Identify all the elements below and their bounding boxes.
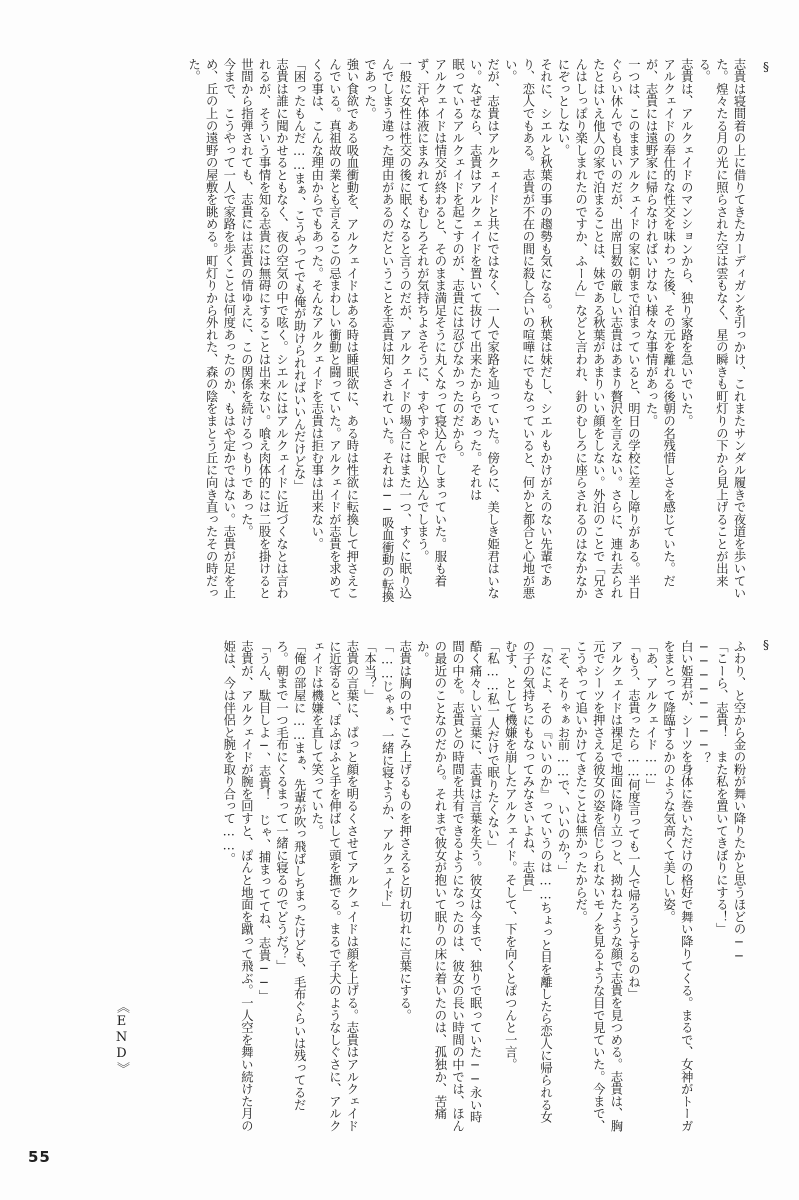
upper-text-column bbox=[55, 58, 747, 603]
paragraph: 「……じゃぁ、一緒に寝ようか、アルクェイド」 bbox=[380, 640, 395, 914]
paragraph: ふわり、と空から金の粉が舞い降りたかと思うほどの── bbox=[732, 640, 746, 964]
paragraph: 志貴の言葉に、ぱっと顔を明るくさせてアルクェイドは顔を上げる。志貴はアルクェイドに近寄ると、ぽふぽふと手を伸ばして頭を撫でる。まるで子犬のようなしぐさに、アルクェイドは機嫌を直して笑っていた。 bbox=[309, 640, 359, 1132]
paragraph: 志貴は胸の中でこみ上げるものを押さえると切れ切れに言葉にする。 bbox=[397, 640, 412, 1022]
paragraph: 「困ったもんだ……まぁ、こうやってでも俺が助けられればいいんだけどな」 bbox=[292, 58, 307, 492]
paragraph: 「俺の部屋に……まぁ、先輩が吹っ飛ばしちまったけども、毛布ぐらいは残ってるだろ。朝まで一つ毛布にくるまって一緒に寝るのでどうだ？」 bbox=[274, 640, 307, 1111]
paragraph: 志貴は、アルクェイドのマンションから、独り家路を急いでいた。 bbox=[679, 58, 694, 427]
section-mark-2: § bbox=[759, 638, 773, 652]
paragraph: 「そ、そりゃぁお前……で、いいのか？」 bbox=[556, 640, 571, 878]
section-mark-1: § bbox=[759, 60, 773, 74]
paragraph: アルクェイドは情交が終わると、そのまま満足そうに丸くなって寝込んでしまっていた。服も着ず、汗や体液にまみれてもむしろそれが気持ちよさそうに、すやすやと眠り込んでしまう。 bbox=[415, 58, 447, 587]
paragraph: 眠っているアルクェイドを起こすのが、志貴には忍びなかったのだから。 bbox=[450, 58, 465, 464]
paragraph: アルクェイドは裸足で地面に降り立つと、拗ねたような顔で志貴を見つめる。志貴は、胸元でシーツを押さえる彼女の姿を信じられないモノを見るような目で見ていた。今まで、こうやって追いかけてきたことは無かったからだ。 bbox=[573, 640, 623, 1132]
paragraph: 一般に女性は性交の後に眠くなると言うのだが、アルクェイドの場合にはまた一つ、すぐに眠り込んでしまう違った理由があるのだということを志貴は知らされていた。それは──吸血衝動の転換であった。 bbox=[362, 58, 412, 603]
paragraph: 強い食欲である吸血衝動を、アルクェイドはある時は睡眠欲に、ある時は性欲に転換して押さえこんでいる。真祖故の業とも言えるこの忌まわしい衝動と闘っていた。アルクェイドが志貴を求めてくる事は、こんな理由からでもあった。そんなアルクェイドを志貴は拒む事は出来ない。 bbox=[309, 58, 359, 600]
paragraph: 志貴が、アルクェイドが腕を回すと、ぽんと地面を蹴って飛ぶ。一人空を舞い続けた月の姫は、今は伴侶と腕を取り合って……。 bbox=[221, 640, 254, 1132]
paragraph: 「私……私一人だけで眠りたくない」 bbox=[485, 640, 500, 853]
paragraph: 今まで、こうやって一人で家路を歩くことは何度あったのか、もはや定かではない。志貴が足を止め、丘の上の遠野の屋敷を眺める。町灯りから外れた、森の陰をまとう丘に向き直ったその時だった。 bbox=[186, 58, 236, 600]
paragraph: 「なによ、その『いいのか』っていうのは……ちょっと目を離したら恋人に帰られる女の子の気持ちにもなってみなさいよね、志貴」 bbox=[520, 640, 553, 1124]
paragraph: 「うん、駄目しよ─、志貴！ じゃ、捕まっててね、志貴──」 bbox=[256, 640, 271, 1002]
paragraph: ────────？ bbox=[696, 640, 711, 765]
paragraph: 「こーら、志貴！ また私を置いてきぼりにする！」 bbox=[714, 640, 729, 936]
paragraph: むす、として機嫌を崩したアルクェイド。そして、下を向くとぽつんと一言。 bbox=[503, 640, 518, 1071]
paragraph: 志貴は誰に聞かせるともなく、夜の空気の中で呟く。シエルにはアルクェイドに近づくなとは言われるが、そういう事情を知る志貴には無碍にすることは出来ない。喰え肉体的には二股を掛けると世間から指弾されても、志貴には志貴の情ゆえに、この関係を続けるつもりであった。 bbox=[239, 58, 289, 600]
paragraph: 「あ、アルクェイド……」 bbox=[644, 640, 659, 791]
lower-text-column bbox=[55, 640, 747, 1135]
paragraph: 白い姫君が、シーツを身体に巻いただけの格好で舞い降りてくる。まるで、女神がトーガをまとって降臨するかのような気高くて美しい姿。 bbox=[661, 640, 694, 1132]
paragraph: それに、シエルと秋葉の事の趨勢も気になる。秋葉は妹だし、シエルもかけがえのない先輩であり、恋人でもある。志貴が不在の間に殺し合いの喧嘩にでもなっていると、何かと都合と心地が悪い。 bbox=[503, 58, 553, 600]
paragraph: 「もう、志貴ったら……何度言っても一人で帰ろうとするのね」 bbox=[626, 640, 641, 1001]
paragraph: アルクェイドの奉仕的な性交を味わった後、その元を離れる後朝の名残惜しさを感じていた。だが、志貴には遠野家に帰らなければいけない様々な事情があった。 bbox=[644, 58, 676, 587]
page-number: 55 bbox=[28, 1148, 51, 1166]
paragraph: 一つは、このままアルクェイドの家に朝まで泊まっていると、明日の学校に差し障りがある。半日ぐらい休んでも良いのだが、出席日数の厳しい志貴はあまり贅沢を言えない。さらに、連れ去られたとはいえ他人の家で泊まることは、妹である秋葉があまりいい顔をしない。外泊のことで「兄さんはしっぽり楽しまれたのですか、ふーん」などと言われ、針のむしろに座らされるのはなかなかにぞっとしない。 bbox=[556, 58, 641, 600]
paragraph: 志貴は寝間着の上に借りてきたカーディガンを引っかけ、これまたサンダル履きで夜道を歩いていた。煌々たる月の光に照らされた空は雲もなく、星の瞬きも町灯りの下から見上げることが出来る。 bbox=[696, 58, 746, 600]
paragraph: 「本当？」 bbox=[362, 640, 377, 702]
paragraph: だが、志貴はアルクェイドと共にではなく、一人で家路を辿っていた。傍らに、美しき姫君はいない。なぜなら、志貴はアルクェイドを置いて抜けて出来たからであった。それは bbox=[468, 58, 500, 600]
paragraph: 酷く痛々しい言葉に、志貴は言葉を失う。彼女は今まで、独りで眠っていた──永い時間の中を。志貴との時間を共有できるようになったのは、彼女の長い時間の中では、ほんの最近のことなのだから。それまで彼女が抱いて眠りの床に着いたのは、孤独か、苦痛か。 bbox=[415, 640, 483, 1132]
end-mark: 《END》 bbox=[114, 1000, 129, 1076]
